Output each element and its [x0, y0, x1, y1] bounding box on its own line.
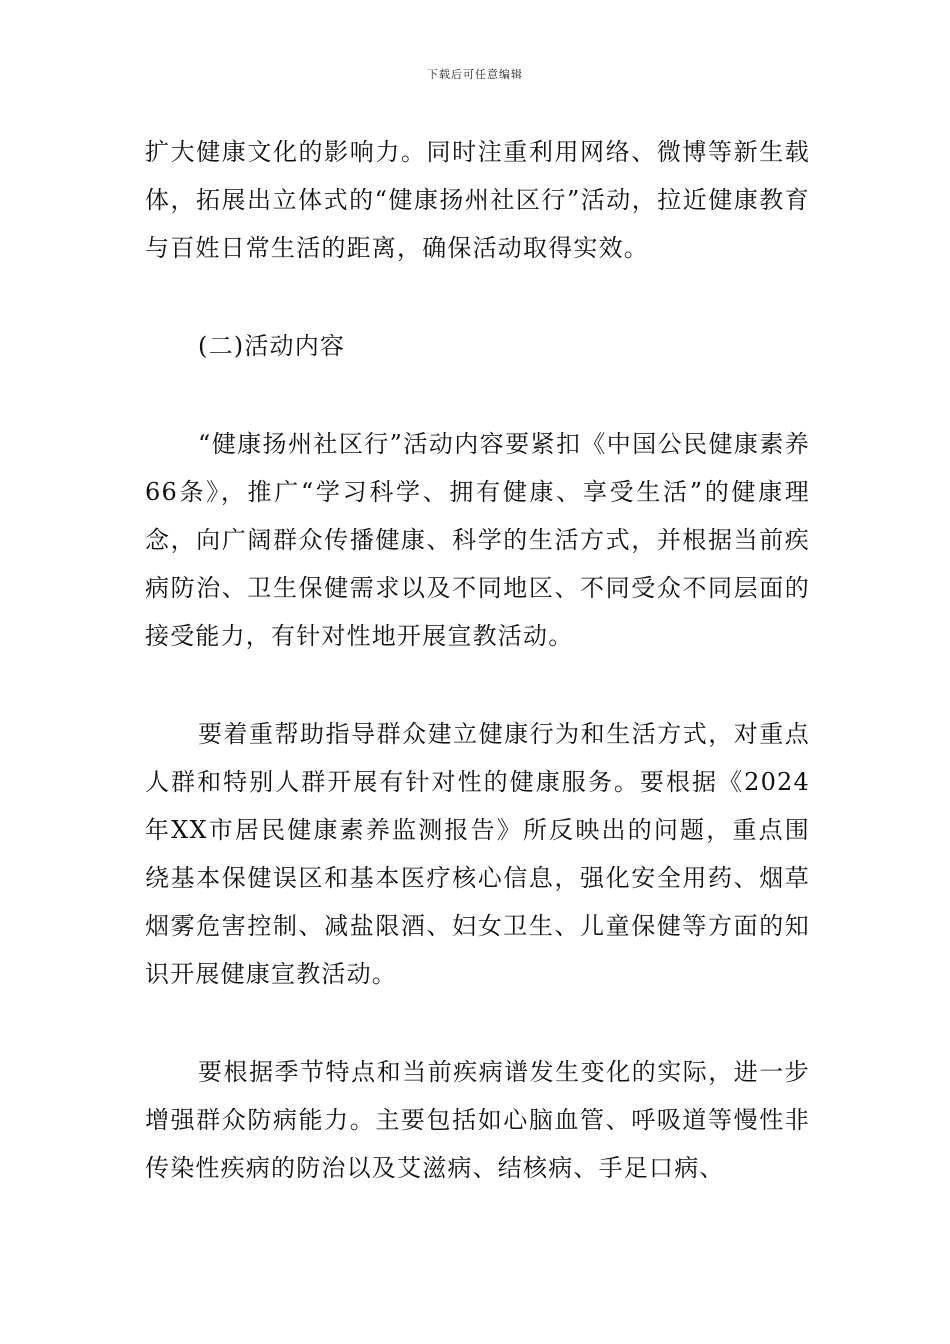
paragraph-disease-prevention: 要根据季节特点和当前疾病谱发生变化的实际，进一步增强群众防病能力。主要包括如心脑血管、呼吸道等慢性非传染性疾病的防治以及艾滋病、结核病、手足口病、 [145, 1058, 810, 1182]
page-header: 下载后可任意编辑 [427, 68, 523, 81]
paragraph-continuation: 扩大健康文化的影响力。同时注重利用网络、微博等新生载体，拓展出立体式的“健康扬州社区行”活动，拉近健康教育与百姓日常生活的距离，确保活动取得实效。 [145, 138, 810, 262]
paragraph-activity-content: “健康扬州社区行”活动内容要紧扣《中国公民健康素养66条》，推广“学习科学、拥有健康、享受生活”的健康理念，向广阔群众传播健康、科学的生活方式，并根据当前疾病防治、卫生保健需求以及不同地区、不同受众不同层面的接受能力，有针对性地开展宣教活动。 [145, 430, 810, 650]
paragraph-health-guidance: 要着重帮助指导群众建立健康行为和生活方式，对重点人群和特别人群开展有针对性的健康服务。要根据《2024年XX市居民健康素养监测报告》所反映出的问题，重点围绕基本保健误区和基本医疗核心信息，强化安全用药、烟草烟雾危害控制、减盐限酒、妇女卫生、儿童保健等方面的知识开展健康宣教活动。 [145, 720, 810, 988]
section-heading: (二)活动内容 [198, 332, 346, 360]
document-body [145, 128, 810, 1192]
